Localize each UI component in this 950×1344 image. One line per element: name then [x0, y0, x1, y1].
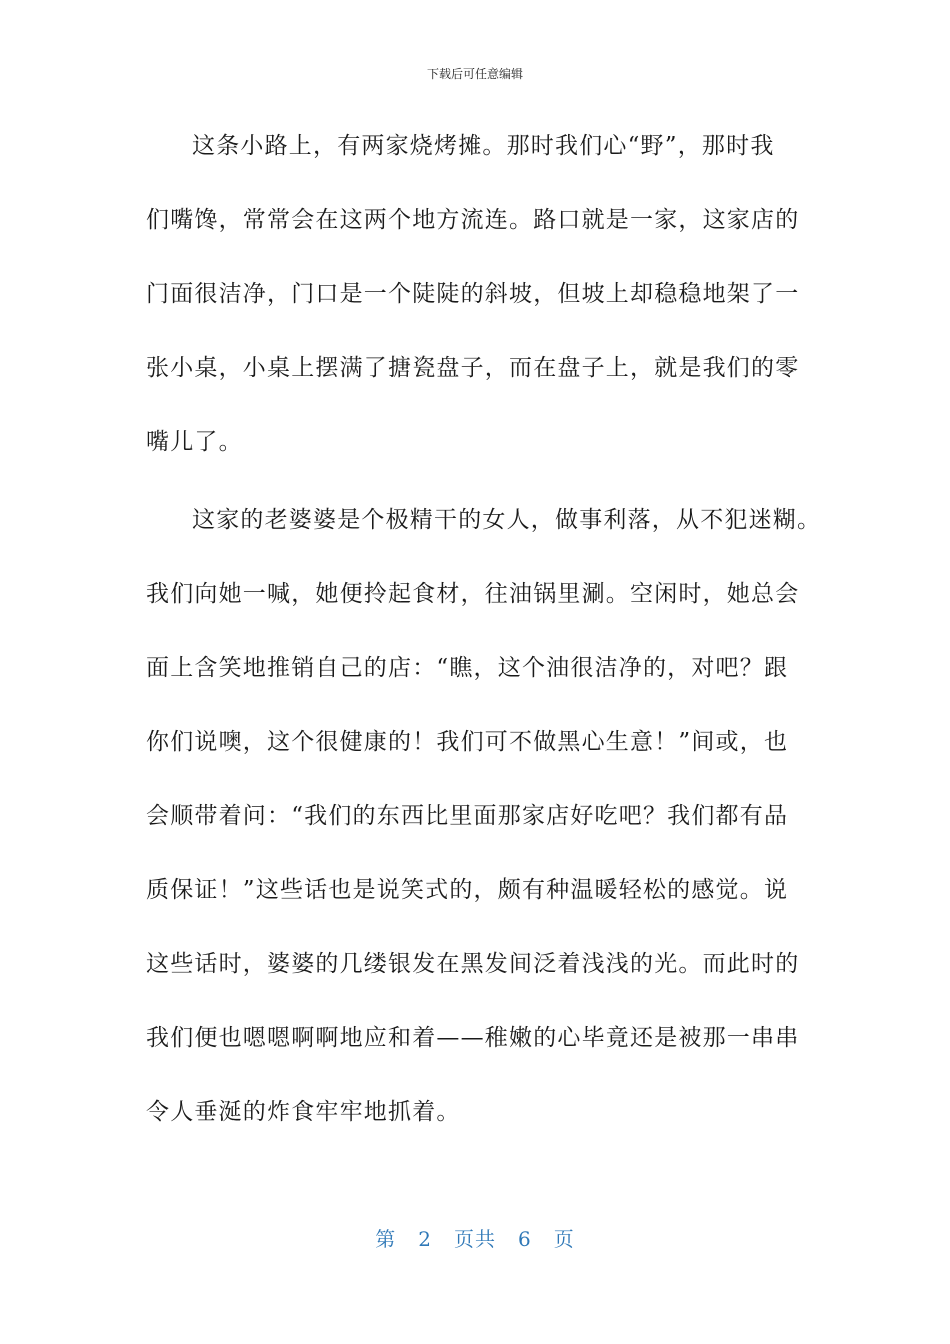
footer-middle: 页共 [454, 1227, 496, 1251]
paragraph-2-line-9: 令人垂涎的炸食牢牢地抓着。 [146, 1099, 461, 1125]
paragraph-2-line-8: 我们便也嗯嗯啊啊地应和着——稚嫩的心毕竟还是被那一串串 [146, 1025, 800, 1051]
footer-page-number: 2 [418, 1227, 432, 1251]
paragraph-1-line-1: 这条小路上，有两家烧烤摊。那时我们心“野”，那时我 [192, 133, 775, 159]
paragraph-2-line-3: 面上含笑地推销自己的店：“瞧，这个油很洁净的，对吧？跟 [146, 655, 789, 681]
paragraph-2-line-1: 这家的老婆婆是个极精干的女人，做事利落，从不犯迷糊。 [192, 507, 822, 533]
footer-suffix: 页 [553, 1227, 575, 1251]
page-header: 下载后可任意编辑 [426, 67, 523, 81]
paragraph-2-line-2: 我们向她一喊，她便拎起食材，往油锅里涮。空闲时，她总会 [146, 581, 800, 607]
paragraph-2-line-4: 你们说噢，这个很健康的！我们可不做黑心生意！”间或，也 [146, 729, 789, 755]
paragraph-1-line-4: 张小桌，小桌上摆满了搪瓷盘子，而在盘子上，就是我们的零 [146, 355, 800, 381]
paragraph-2-line-5: 会顺带着问：“我们的东西比里面那家店好吃吧？我们都有品 [146, 803, 789, 829]
footer-total-pages: 6 [518, 1227, 532, 1251]
paragraph-1-line-2: 们嘴馋，常常会在这两个地方流连。路口就是一家，这家店的 [146, 207, 800, 233]
paragraph-2-line-7: 这些话时，婆婆的几缕银发在黑发间泛着浅浅的光。而此时的 [146, 951, 800, 977]
paragraph-1-line-5: 嘴儿了。 [146, 429, 243, 455]
page-footer [0, 1226, 950, 1252]
paragraph-2-line-6: 质保证！”这些话也是说笑式的，颇有种温暖轻松的感觉。说 [146, 877, 789, 903]
paragraph-1-line-3: 门面很洁净，门口是一个陡陡的斜坡，但坡上却稳稳地架了一 [146, 281, 800, 307]
footer-prefix: 第 [375, 1227, 397, 1251]
